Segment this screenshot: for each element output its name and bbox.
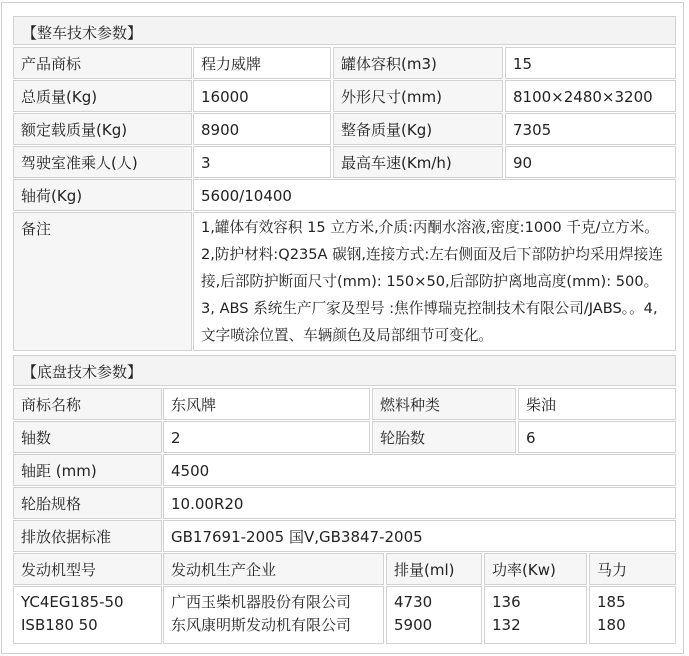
spec-value: 2 bbox=[163, 421, 370, 453]
engine-displacement-cell bbox=[386, 586, 482, 644]
engine-hp-header: 马力 bbox=[589, 553, 676, 585]
spec-label: 额定载质量(Kg) bbox=[13, 113, 192, 145]
engine-hp-cell bbox=[589, 586, 676, 644]
engine-power: 136 bbox=[492, 593, 521, 611]
engine-displacement: 4730 bbox=[394, 593, 433, 611]
engine-maker-cell bbox=[163, 586, 384, 644]
wheelbase-value: 4500 bbox=[163, 454, 676, 486]
tire-label: 轮胎规格 bbox=[13, 487, 162, 519]
engine-maker-header: 发动机生产企业 bbox=[163, 553, 384, 585]
engine-power: 132 bbox=[492, 616, 521, 634]
tire-value: 10.00R20 bbox=[163, 487, 676, 519]
vehicle-section-title: 【整车技术参数】 bbox=[13, 16, 676, 45]
spec-value: 7305 bbox=[505, 113, 676, 145]
engine-power-cell bbox=[484, 586, 587, 644]
engine-hp: 185 bbox=[597, 593, 626, 611]
engine-displacement-header: 排量(ml) bbox=[386, 553, 482, 585]
spec-value: 柴油 bbox=[518, 388, 676, 420]
engine-maker: 广西玉柴机器股份有限公司 bbox=[171, 593, 352, 611]
spec-label: 产品商标 bbox=[13, 47, 192, 79]
spec-label: 轮胎数 bbox=[372, 421, 516, 453]
engine-model: YC4EG185-50 bbox=[21, 593, 124, 611]
axle-load-label: 轴荷(Kg) bbox=[13, 179, 192, 211]
wheelbase-label: 轴距 (mm) bbox=[13, 454, 162, 486]
engine-hp: 180 bbox=[597, 616, 626, 634]
spec-value: 8100×2480×3200 bbox=[505, 80, 676, 112]
engine-displacement: 5900 bbox=[394, 616, 433, 634]
spec-value: 15 bbox=[505, 47, 676, 79]
spec-value: 16000 bbox=[193, 80, 331, 112]
axle-load-value: 5600/10400 bbox=[193, 179, 676, 211]
remarks-label: 备注 bbox=[13, 212, 192, 351]
emission-value: GB17691-2005 国Ⅴ,GB3847-2005 bbox=[163, 520, 676, 552]
spec-value: 90 bbox=[505, 146, 676, 178]
spec-label: 轴数 bbox=[13, 421, 162, 453]
spec-label: 最高车速(Km/h) bbox=[333, 146, 503, 178]
remarks-value: 1,罐体有效容积 15 立方米,介质:丙酮水溶液,密度:1000 千克/立方米。2,防护材料:Q235A 碳钢,连接方式:左右侧面及后下部防护均采用焊接连接,后部防护断面尺寸(mm): 150×50,后部防护离地高度(mm): 500。3, ABS 系统生产厂家及型号 :焦作博瑞克控制技术有限公司/JABS。。4,文字喷涂位置、车辆颜色及局部细节可变化。 bbox=[193, 212, 676, 351]
engine-model: ISB180 50 bbox=[21, 616, 98, 634]
chassis-section-title: 【底盘技术参数】 bbox=[13, 355, 676, 386]
spec-label: 罐体容积(m3) bbox=[333, 47, 503, 79]
engine-maker: 东风康明斯发动机有限公司 bbox=[171, 616, 352, 634]
engine-model-header: 发动机型号 bbox=[13, 553, 162, 585]
spec-value: 3 bbox=[193, 146, 331, 178]
spec-value: 8900 bbox=[193, 113, 331, 145]
spec-label: 商标名称 bbox=[13, 388, 162, 420]
engine-power-header: 功率(Kw) bbox=[484, 553, 587, 585]
spec-label: 燃料种类 bbox=[372, 388, 516, 420]
emission-label: 排放依据标准 bbox=[13, 520, 162, 552]
spec-value: 6 bbox=[518, 421, 676, 453]
spec-label: 驾驶室准乘人(人) bbox=[13, 146, 192, 178]
spec-label: 外形尺寸(mm) bbox=[333, 80, 503, 112]
engine-model-cell bbox=[13, 586, 162, 644]
spec-value: 程力威牌 bbox=[193, 47, 331, 79]
spec-value: 东风牌 bbox=[163, 388, 370, 420]
spec-label: 整备质量(Kg) bbox=[333, 113, 503, 145]
spec-label: 总质量(Kg) bbox=[13, 80, 192, 112]
